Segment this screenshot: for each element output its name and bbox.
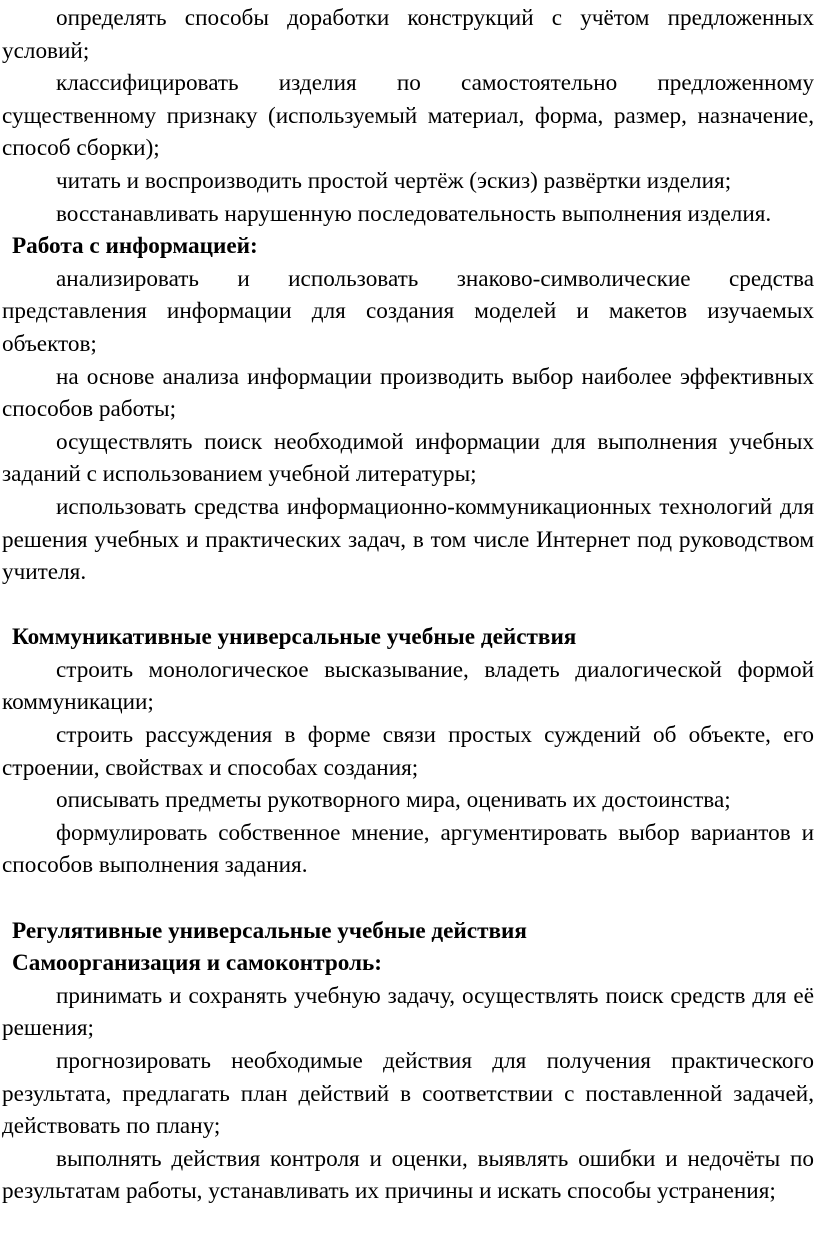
communicative-item-4: формулировать собственное мнение, аргументировать выбор вариантов и способов выполнения задания. bbox=[2, 819, 814, 879]
regulative-item-3: выполнять действия контроля и оценки, выявлять ошибки и недочёты по результатам работы, устанавливать их причины и искать способы устранения; bbox=[2, 1145, 814, 1205]
section-spacer bbox=[2, 589, 814, 622]
regulative-heading: Регулятивные универсальные учебные действия bbox=[12, 917, 527, 944]
construct-item-3: читать и воспроизводить простой чертёж (эскиз) развёртки изделия; bbox=[56, 167, 732, 194]
info-item-3: осуществлять поиск необходимой информации для выполнения учебных заданий с использованием учебной литературы; bbox=[2, 428, 814, 488]
regulative-item-2: прогнозировать необходимые действия для получения практического результата, предлагать план действий в соответствии с поставленной задачей, действовать по плану; bbox=[2, 1048, 814, 1140]
communicative-item-2: строить рассуждения в форме связи простых суждений об объекте, его строении, свойствах и способах создания; bbox=[2, 722, 814, 781]
construct-item-4: восстанавливать нарушенную последовательность выполнения изделия. bbox=[56, 200, 772, 227]
section-spacer bbox=[2, 882, 814, 915]
regulative-subheading: Самоорганизация и самоконтроль: bbox=[12, 950, 382, 977]
communicative-item-3: описывать предметы рукотворного мира, оценивать их достоинства; bbox=[56, 787, 731, 814]
info-heading: Работа с информацией: bbox=[12, 233, 258, 260]
info-item-2: на основе анализа информации производить выбор наиболее эффективных способов работы; bbox=[2, 363, 814, 423]
communicative-heading: Коммуникативные универсальные учебные действия bbox=[12, 624, 577, 651]
construct-item-2: классифицировать изделия по самостоятельно предложенному существенному признаку (используемый материал, форма, размер, назначение, способ сборки); bbox=[2, 70, 814, 162]
info-item-4: использовать средства информационно-коммуникационных технологий для решения учебных и практических задач, в том числе Интернет под руководством учителя. bbox=[2, 493, 814, 586]
info-item-1: анализировать и использовать знаково-символические средства представления информации для создания моделей и макетов изучаемых объектов; bbox=[2, 265, 814, 357]
communicative-item-1: строить монологическое высказывание, владеть диалогической формой коммуникации; bbox=[2, 656, 814, 716]
construct-item-1: определять способы доработки конструкций с учётом предложенных условий; bbox=[2, 5, 814, 64]
regulative-item-1: принимать и сохранять учебную задачу, осуществлять поиск средств для её решения; bbox=[2, 982, 814, 1042]
